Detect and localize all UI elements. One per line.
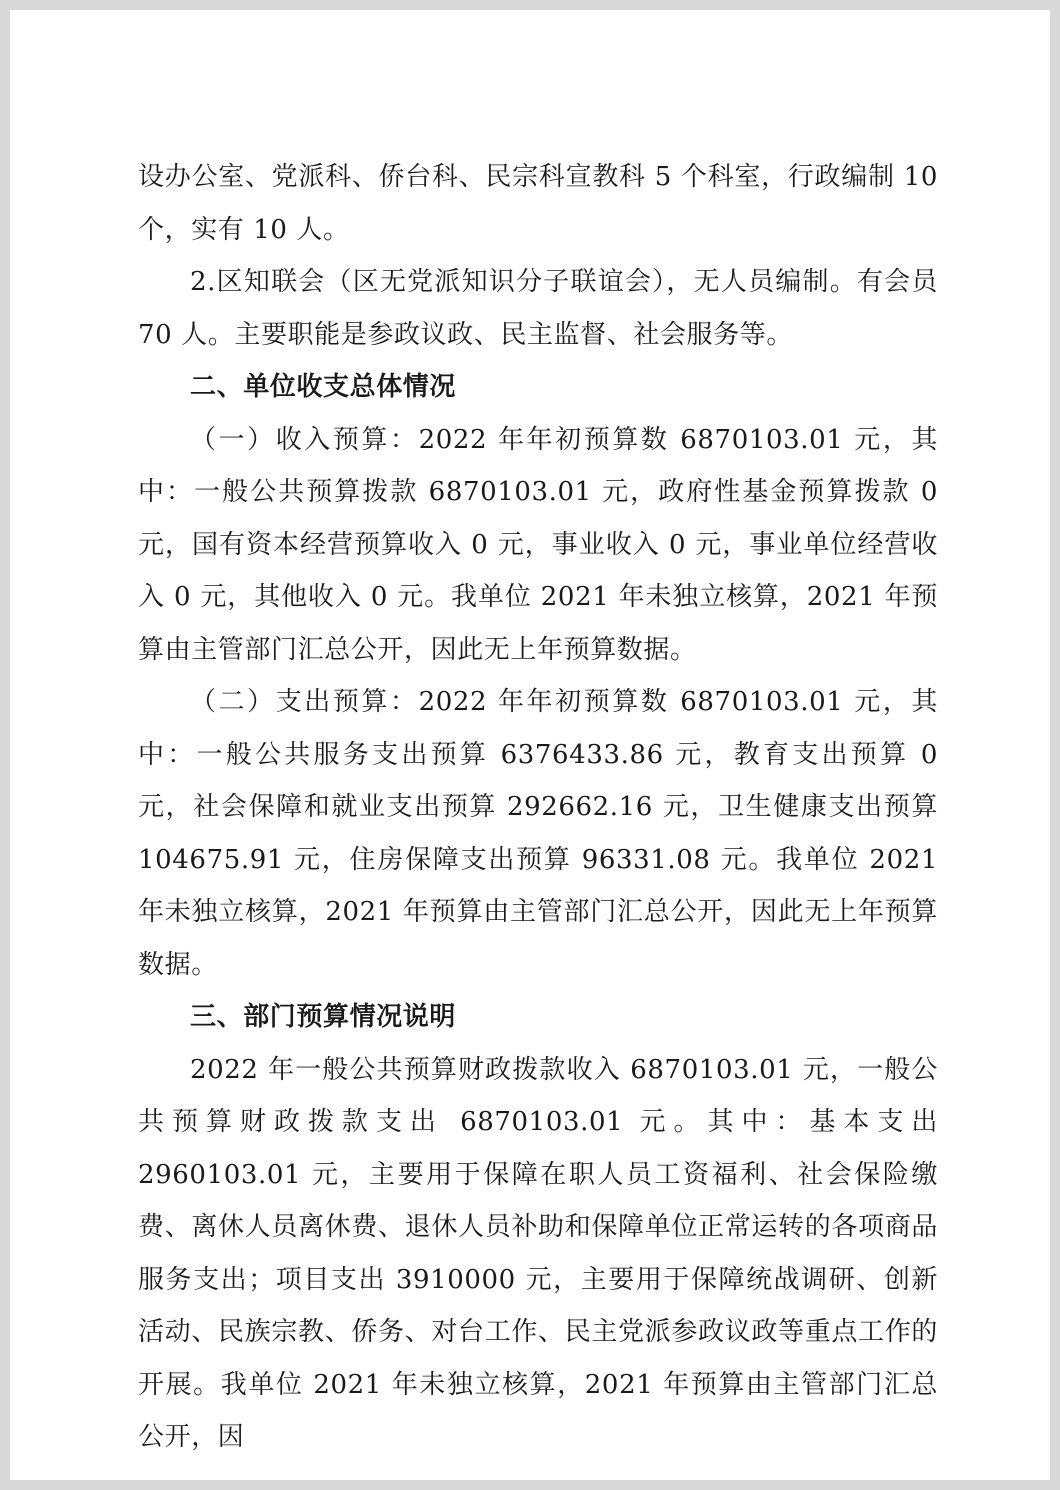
document-body [138, 151, 938, 1464]
paragraph-department-budget: 2022 年一般公共预算财政拨款收入 6870103.01 元，一般公共预算财政拨款支出 6870103.01 元。其中：基本支出 2960103.01 元，主要用于保障在职人员工资福利、社会保险缴费、离休人员离休费、退休人员补助和保障单位正常运转的各项商品服务支出；项目支出 3910000 元，主要用于保障统战调研、创新活动、民族宗教、侨务、对台工作、民主党派参政议政等重点工作的开展。我单位 2021 年未独立核算，2021 年预算由主管部门汇总公开，因 [138, 1054, 938, 1452]
paragraph-zhilianhui: 2.区知联会（区无党派知识分子联谊会），无人员编制。有会员 70 人。主要职能是参政议政、民主监督、社会服务等。 [138, 267, 938, 350]
section-heading-2: 二、单位收支总体情况 [190, 372, 457, 402]
section-heading-3: 三、部门预算情况说明 [190, 1002, 457, 1032]
paragraph-income-budget: （一）收入预算：2022 年年初预算数 6870103.01 元，其中：一般公共预算拨款 6870103.01 元，政府性基金预算拨款 0 元，国有资本经营预算收入 0 元，事业收入 0 元，事业单位经营收入 0 元，其他收入 0 元。我单位 2021 年未独立核算，2021 年预算由主管部门汇总公开，因此无上年预算数据。 [138, 424, 938, 665]
document-page [10, 10, 1050, 1480]
paragraph-continued: 设办公室、党派科、侨台科、民宗科宣教科 5 个科室，行政编制 10 个，实有 10 人。 [138, 162, 938, 245]
paragraph-expense-budget: （二）支出预算：2022 年年初预算数 6870103.01 元，其中：一般公共服务支出预算 6376433.86 元，教育支出预算 0 元，社会保障和就业支出预算 292662.16 元，卫生健康支出预算 104675.91 元，住房保障支出预算 96331.08 元。我单位 2021 年未独立核算，2021 年预算由主管部门汇总公开，因此无上年预算数据。 [138, 687, 938, 980]
